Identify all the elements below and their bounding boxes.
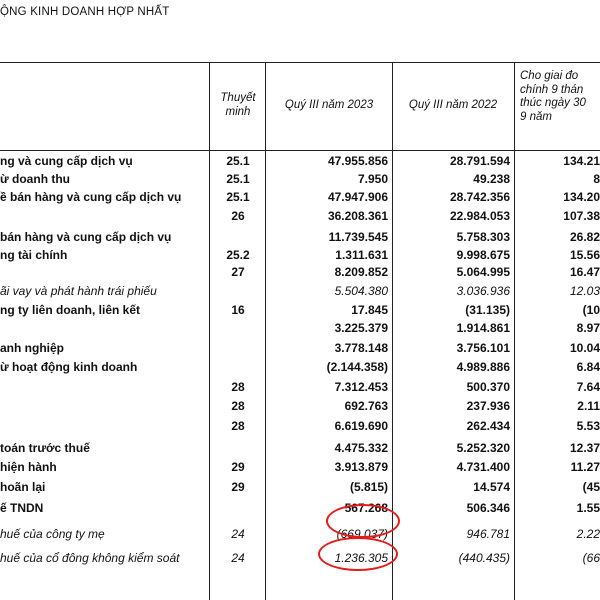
row-value-q3-2023: 1.311.631: [335, 248, 388, 262]
row-value-ytd: (10: [582, 303, 600, 317]
row-value-q3-2023: 36.208.361: [327, 209, 388, 223]
row-label: ế TNDN: [0, 501, 44, 515]
row-value-ytd: 6.84: [576, 360, 600, 374]
row-label: ng ty liên doanh, liên kết: [0, 303, 141, 317]
row-value-q3-2022: 5.758.303: [456, 230, 510, 244]
row-value-ytd: 134.21: [563, 154, 600, 168]
row-value-q3-2022: 3.756.101: [456, 341, 510, 355]
row-label: ề bán hàng và cung cấp dịch vụ: [0, 190, 182, 204]
row-note: 29: [231, 480, 245, 494]
row-value-ytd: 16.47: [569, 265, 600, 279]
header-q3-2023: Quý III năm 2023: [284, 99, 374, 111]
row-label: ừ hoạt động kinh doanh: [0, 360, 138, 374]
row-note: 26: [231, 209, 245, 223]
row-value-ytd: 8.97: [576, 321, 600, 335]
row-value-q3-2023: 7.312.453: [334, 380, 388, 394]
row-value-q3-2023: 47.955.856: [327, 154, 388, 168]
row-value-q3-2023: 17.845: [351, 303, 388, 317]
row-value-q3-2022: 5.064.995: [456, 265, 510, 279]
row-value-ytd: 2.22: [576, 527, 600, 541]
row-note: 28: [231, 419, 245, 433]
highlight-circle-parent-profit: [318, 537, 398, 571]
row-value-q3-2023: 4.475.332: [334, 441, 388, 455]
header-q3-2022: Quý III năm 2022: [408, 99, 498, 111]
col-divider-note: [209, 62, 210, 600]
row-value-ytd: 7.64: [576, 380, 600, 394]
row-label: bán hàng và cung cấp dịch vụ: [0, 230, 172, 244]
row-label: ãi vay và phát hành trái phiếu: [0, 284, 157, 298]
row-value-q3-2022: 14.574: [473, 480, 510, 494]
row-value-q3-2023: 11.739.545: [328, 230, 388, 244]
row-label: ng và cung cấp dịch vụ: [0, 154, 133, 168]
row-label: ng tài chính: [0, 248, 68, 262]
row-value-q3-2022: 28.791.594: [449, 154, 510, 168]
row-value-q3-2022: 9.998.675: [456, 248, 510, 262]
row-value-q3-2023: 5.504.380: [334, 284, 388, 298]
row-note: 28: [231, 399, 245, 413]
row-value-q3-2023: (669.037): [336, 527, 388, 541]
row-value-q3-2023: 8.209.852: [334, 265, 388, 279]
row-value-ytd: 26.82: [569, 230, 600, 244]
row-note: 25.2: [226, 248, 250, 262]
row-note: 25.1: [226, 172, 250, 186]
row-value-q3-2022: 3.036.936: [456, 284, 510, 298]
row-value-ytd: 15.56: [569, 248, 600, 262]
row-value-q3-2023: 6.619.690: [334, 419, 388, 433]
row-note: 16: [231, 303, 245, 317]
row-label: toán trước thuế: [0, 441, 90, 455]
row-note: 28: [231, 380, 245, 394]
row-value-q3-2022: 1.914.861: [456, 321, 510, 335]
row-value-q3-2023: 1.236.305: [334, 551, 388, 565]
row-value-q3-2022: 237.936: [466, 399, 510, 413]
header-ytd: Cho giai đo chính 9 thán thúc ngày 30 9 năm: [520, 70, 586, 123]
row-value-ytd: (45: [582, 480, 600, 494]
row-value-q3-2022: 5.252.320: [456, 441, 510, 455]
row-value-ytd: 10.04: [569, 341, 600, 355]
row-value-q3-2023: 692.763: [344, 399, 388, 413]
row-value-ytd: 1.55: [576, 501, 600, 515]
row-value-q3-2022: 4.989.886: [456, 360, 510, 374]
row-note: 25.1: [226, 154, 250, 168]
row-label: huế của công ty mẹ: [0, 527, 105, 541]
table-top-border: [0, 62, 600, 63]
row-note: 25.1: [226, 190, 250, 204]
row-value-q3-2022: 262.434: [466, 419, 510, 433]
row-value-q3-2023: (5.815): [349, 480, 388, 494]
row-value-q3-2022: 49.238: [473, 172, 510, 186]
row-value-q3-2023: 3.913.879: [334, 460, 388, 474]
row-label: ừ doanh thu: [0, 172, 71, 186]
row-value-ytd: 12.37: [569, 441, 600, 455]
row-note: 24: [231, 527, 245, 541]
row-value-ytd: 2.11: [577, 399, 600, 413]
row-value-q3-2022: 28.742.356: [449, 190, 510, 204]
row-value-ytd: 8: [593, 172, 600, 186]
row-note: 29: [231, 460, 245, 474]
row-value-ytd: 107.38: [563, 209, 600, 223]
row-value-ytd: 134.20: [563, 190, 600, 204]
row-note: 27: [231, 265, 245, 279]
row-value-q3-2022: 506.346: [466, 501, 510, 515]
row-value-q3-2023: 3.225.379: [334, 321, 388, 335]
statement-title: ỘNG KINH DOANH HỢP NHẤT: [0, 6, 170, 18]
row-label: anh nghiệp: [0, 341, 64, 355]
header-bottom-border: [0, 150, 600, 151]
row-value-ytd: 12.03: [569, 284, 600, 298]
row-value-q3-2022: 500.370: [466, 380, 510, 394]
row-value-ytd: 11.27: [570, 460, 600, 474]
row-value-q3-2023: 7.950: [357, 172, 388, 186]
row-value-q3-2023: 3.778.148: [334, 341, 388, 355]
row-value-q3-2022: 22.984.053: [449, 209, 510, 223]
row-value-q3-2022: (31.135): [465, 303, 510, 317]
row-value-ytd: 5.53: [576, 419, 600, 433]
row-label: hoãn lại: [0, 480, 46, 494]
header-note: Thuyết minh: [220, 92, 256, 118]
row-value-q3-2023: 47.947.906: [327, 190, 388, 204]
row-value-q3-2022: 946.781: [466, 527, 510, 541]
row-label: hiện hành: [0, 460, 57, 474]
row-value-q3-2023: (2.144.358): [326, 360, 388, 374]
row-value-ytd: (66: [582, 551, 600, 565]
row-value-q3-2022: 4.731.400: [456, 460, 510, 474]
row-note: 24: [231, 551, 245, 565]
row-value-q3-2023: 567.268: [344, 501, 388, 515]
row-value-q3-2022: (440.435): [458, 551, 510, 565]
highlight-circle-tax-expense: [326, 504, 400, 538]
row-label: huế của cổ đông không kiểm soát: [0, 551, 180, 565]
